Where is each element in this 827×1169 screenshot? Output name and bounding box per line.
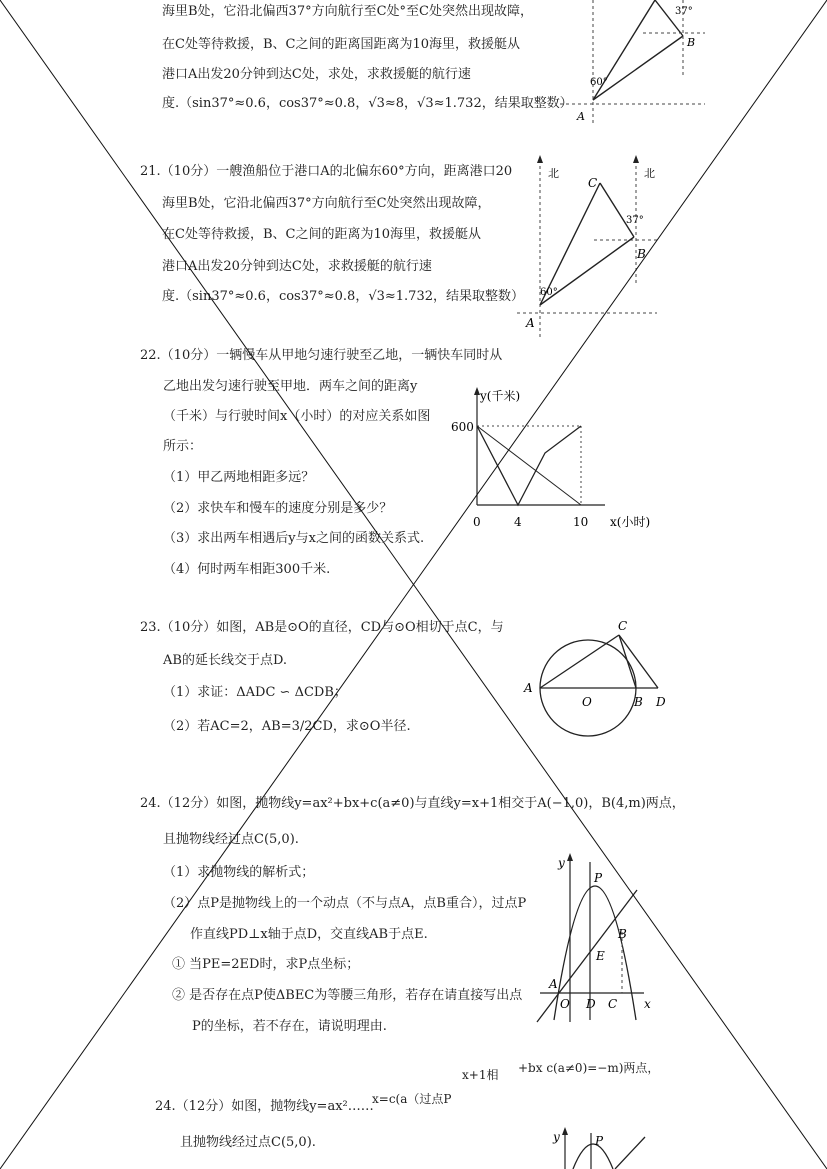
- label-north: 北: [548, 167, 559, 180]
- x-tick-4: 4: [514, 515, 522, 529]
- text-line: 且抛物线经过点C(5,0).: [163, 832, 299, 847]
- label-a: A: [524, 681, 533, 695]
- y-axis-label: y(千米): [480, 389, 521, 403]
- text-line: 度.（sin37°≈0.6，cos37°≈0.8，√3≈1.732，结果取整数）: [162, 289, 524, 304]
- label-d: D: [656, 695, 666, 709]
- label-p: P: [594, 871, 603, 885]
- label-b: B: [618, 927, 627, 941]
- text-line: （2）点P是抛物线上的一个动点（不与点A，点B重合），过点P: [163, 896, 527, 911]
- label-x: x: [644, 997, 651, 1011]
- label-a: A: [549, 977, 558, 991]
- label-p: P: [595, 1134, 604, 1148]
- label-c: C: [608, 997, 618, 1011]
- text-line: 乙地出发匀速行驶至甲地．两车之间的距离y: [163, 379, 418, 394]
- text-line: 港口A出发20分钟到达C处，求处，求救援艇的航行速: [162, 67, 471, 82]
- text-line: （2）若AC=2，AB=3/2CD，求⊙O半径.: [163, 719, 411, 734]
- label-c: C: [618, 619, 628, 633]
- label-angle-37: 37°: [626, 215, 644, 226]
- label-o: O: [582, 695, 592, 709]
- text-line: 24.（12分）如图，抛物线y=ax²……: [155, 1099, 374, 1114]
- y-tick-600: 600: [451, 420, 474, 434]
- label-o: O: [560, 997, 570, 1011]
- label-a: A: [526, 316, 535, 330]
- text-line: （3）求出两车相遇后y与x之间的函数关系式.: [163, 531, 425, 546]
- text-line: 海里B处，它沿北偏西37°方向航行至C处°至C处突然出现故障，: [162, 4, 533, 19]
- text-line: （千米）与行驶时间x（小时）的对应关系如图: [163, 409, 431, 424]
- text-line: 在C处等待救援，B、C之间的距离为10海里，救援艇从: [162, 227, 481, 242]
- text-line: 23.（10分）如图，AB是⊙O的直径，CD与⊙O相切于点C，与: [140, 620, 504, 635]
- label-angle-60: 60°: [540, 287, 558, 298]
- text-line: 24.（12分）如图，抛物线y=ax²+bx+c(a≠0)与直线y=x+1相交于A(−1,0)，B(4,m)两点，: [140, 796, 685, 811]
- text-line: 21.（10分）一艘渔船位于港口A的北偏东60°方向，距离港口20: [140, 164, 513, 179]
- label-y: y: [558, 856, 565, 870]
- text-line: P的坐标，若不存在，请说明理由.: [192, 1019, 387, 1034]
- text-line: 所示：: [163, 439, 203, 454]
- text-line: （4）何时两车相距300千米.: [163, 562, 331, 577]
- text-line: 港口A出发20分钟到达C处，求救援艇的航行速: [162, 259, 432, 274]
- text-line: （1）求证：ΔADC ∽ ΔCDB；: [163, 685, 347, 700]
- label-angle-37: 37°: [675, 6, 693, 17]
- x-tick-0: 0: [473, 515, 481, 529]
- x-tick-10: 10: [573, 515, 589, 529]
- label-a: A: [577, 110, 585, 123]
- label-north: 北: [644, 167, 655, 180]
- label-b: B: [687, 36, 696, 49]
- x-axis-label: x(小时): [610, 515, 651, 529]
- label-b: B: [634, 695, 643, 709]
- text-line: 且抛物线经过点C(5,0).: [180, 1135, 316, 1150]
- label-y: y: [553, 1130, 560, 1144]
- text-fragment: +bx c(a≠0)=−m)两点，: [518, 1061, 660, 1075]
- text-line: （1）甲乙两地相距多远？: [163, 470, 315, 485]
- text-line: 作直线PD⊥x轴于点D，交直线AB于点E.: [190, 927, 428, 942]
- label-angle-60: 60°: [590, 77, 608, 88]
- text-line: 海里B处，它沿北偏西37°方向航行至C处突然出现故障，: [162, 196, 491, 211]
- label-d: D: [586, 997, 596, 1011]
- text-line: 在C处等待救援，B、C之间的距离国距离为10海里，救援艇从: [162, 37, 520, 52]
- text-line: ① 当PE=2ED时，求P点坐标；: [172, 957, 360, 972]
- text-fragment: x+1相: [462, 1068, 499, 1082]
- text-line: （2）求快车和慢车的速度分别是多少？: [163, 501, 393, 516]
- label-c: C: [588, 176, 598, 190]
- text-line: AB的延长线交于点D.: [163, 653, 288, 668]
- label-b: B: [637, 247, 646, 261]
- text-line: （1）求抛物线的解析式；: [163, 865, 315, 880]
- text-line: ② 是否存在点P使ΔBEC为等腰三角形，若存在请直接写出点: [172, 988, 523, 1003]
- text-line: 度.（sin37°≈0.6，cos37°≈0.8，√3≈8，√3≈1.732，结果取整数）: [162, 96, 573, 111]
- label-e: E: [596, 949, 605, 963]
- text-line: 22.（10分）一辆慢车从甲地匀速行驶至乙地，一辆快车同时从: [140, 348, 503, 363]
- text-fragment: x=c(a（过点P: [372, 1092, 452, 1106]
